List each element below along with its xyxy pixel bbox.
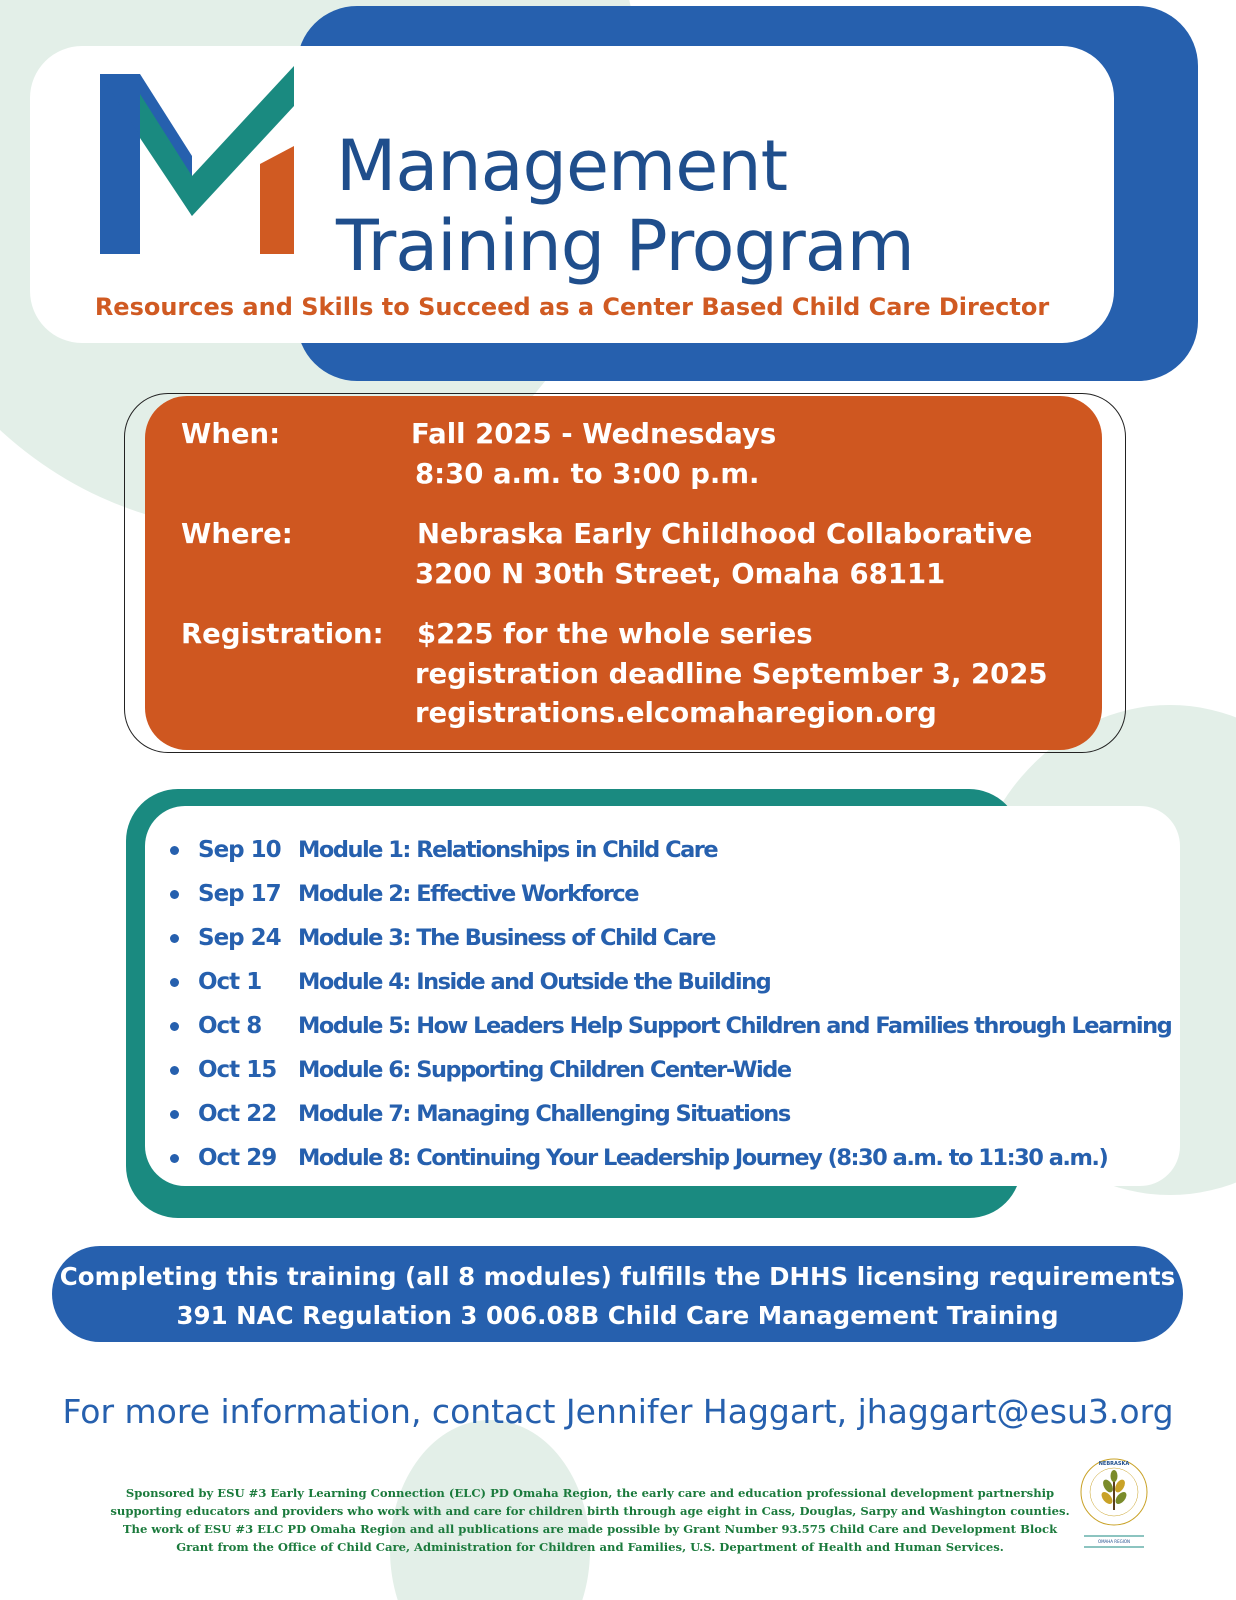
bullet-icon [170, 934, 179, 943]
where-label: Where: [181, 518, 293, 550]
module-title: Module 5: How Leaders Help Support Children and Families through Learning [298, 1013, 1172, 1039]
bullet-icon [170, 846, 179, 855]
registration-price: $225 for the whole series [417, 618, 813, 650]
module-date: Oct 8 [198, 1013, 262, 1039]
contact-info: For more information, contact Jennifer Haggart, jhaggart@esu3.org [62, 1392, 1174, 1431]
page-subtitle: Resources and Skills to Succeed as a Center Based Child Care Director [94, 293, 1050, 321]
footer-line: The work of ESU #3 ELC PD Omaha Region and all publications are made possible by Grant Number 93.575 Child Care and Development Block [122, 1522, 1058, 1536]
bullet-icon [170, 978, 179, 987]
early-learning-connection-seal-icon [1078, 1456, 1150, 1552]
module-date: Oct 29 [198, 1145, 277, 1171]
seal-top-text: NEBRASKA [1098, 1461, 1130, 1467]
module-date: Oct 15 [198, 1057, 277, 1083]
when-label: When: [181, 418, 281, 450]
event-details-box [145, 396, 1102, 750]
where-address: 3200 N 30th Street, Omaha 68111 [415, 558, 946, 590]
footer-line: Grant from the Office of Child Care, Administration for Children and Families, U.S. Department of Health and Human Services. [176, 1540, 1004, 1554]
when-value: Fall 2025 - Wednesdays [411, 418, 777, 450]
module-title: Module 8: Continuing Your Leadership Journey (8:30 a.m. to 11:30 a.m.) [298, 1145, 1108, 1171]
licensing-banner [52, 1246, 1183, 1342]
module-title: Module 1: Relationships in Child Care [298, 837, 718, 863]
module-date: Sep 24 [198, 925, 281, 951]
m-checkmark-logo-icon [100, 66, 300, 262]
footer-line: Sponsored by ESU #3 Early Learning Connection (ELC) PD Omaha Region, the early care and education professional development partnership [125, 1486, 1055, 1500]
page-title [336, 126, 914, 286]
module-date: Oct 22 [198, 1101, 277, 1127]
registration-label: Registration: [181, 618, 384, 650]
bullet-icon [170, 1154, 179, 1163]
seal-bottom-text: OMAHA REGION [1097, 1539, 1131, 1544]
module-title: Module 2: Effective Workforce [298, 881, 639, 907]
title-line: Management [336, 125, 788, 207]
banner-line: Completing this training (all 8 modules) fulfills the DHHS licensing requirements [59, 1262, 1176, 1291]
footer-line: supporting educators and providers who work with and care for children birth through age eight in Cass, Douglas, Sarpy and Washington counties. [110, 1504, 1070, 1518]
module-title: Module 3: The Business of Child Care [298, 925, 715, 951]
title-line: Training Program [336, 205, 914, 287]
banner-line: 391 NAC Regulation 3 006.08B Child Care Management Training [176, 1301, 1059, 1330]
module-title: Module 7: Managing Challenging Situations [298, 1101, 790, 1127]
module-title: Module 6: Supporting Children Center-Wide [298, 1057, 791, 1083]
module-date: Oct 1 [198, 969, 262, 995]
bullet-icon [170, 1110, 179, 1119]
time-value: 8:30 a.m. to 3:00 p.m. [415, 458, 760, 490]
module-title: Module 4: Inside and Outside the Building [298, 969, 771, 995]
registration-link[interactable]: registrations.elcomaharegion.org [415, 697, 937, 729]
sponsor-footer [100, 1484, 1080, 1556]
bullet-icon [170, 1022, 179, 1031]
module-date: Sep 17 [198, 881, 281, 907]
module-date: Sep 10 [198, 837, 281, 863]
bullet-icon [170, 1066, 179, 1075]
registration-deadline: registration deadline September 3, 2025 [415, 658, 1048, 690]
bullet-icon [170, 890, 179, 899]
where-venue: Nebraska Early Childhood Collaborative [417, 518, 1033, 550]
